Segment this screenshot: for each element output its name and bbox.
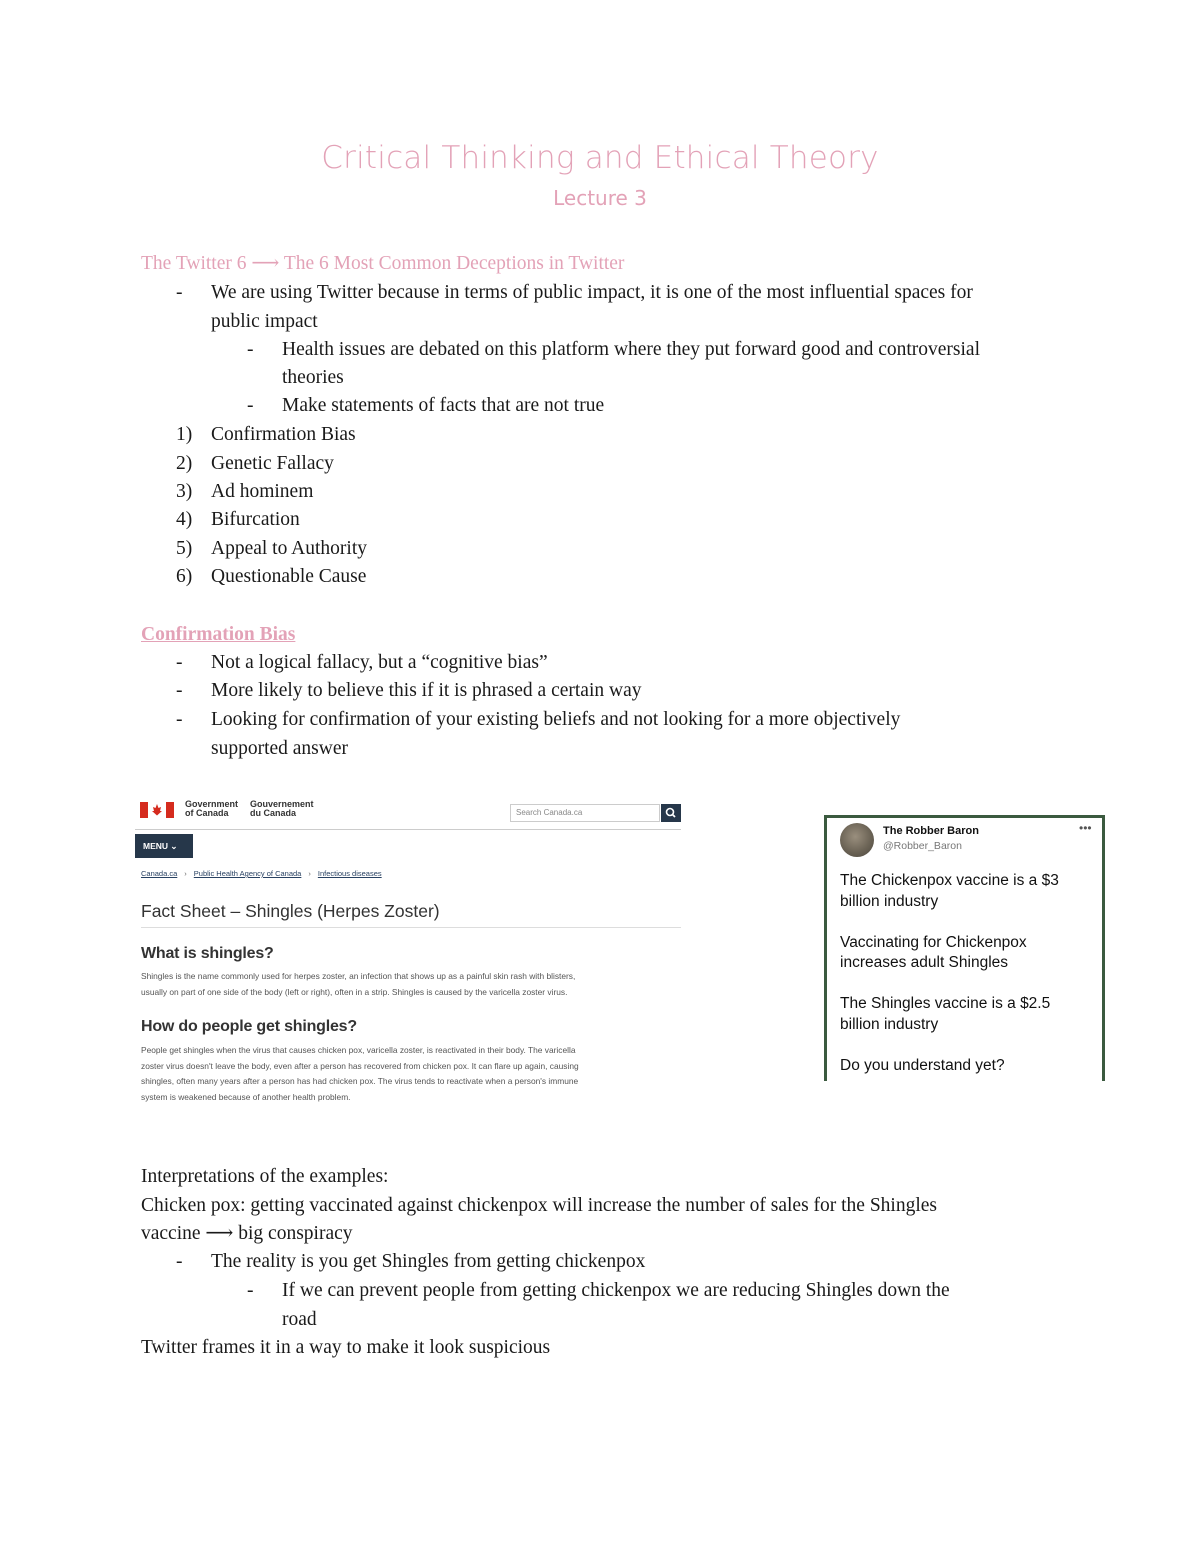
answer-text: usually on part of one side of the body (left or right), often in a strip. Shingles is caused by the varicella zoster virus. — [141, 987, 568, 997]
section-heading-confirmation-bias: Confirmation Bias — [141, 624, 296, 645]
bullet-text: We are using Twitter because in terms of public impact, it is one of the most influential spaces for — [211, 282, 973, 303]
breadcrumb-separator: › — [308, 869, 311, 878]
question-heading: How do people get shingles? — [141, 1018, 357, 1035]
list-item: Questionable Cause — [211, 566, 367, 587]
bullet-dash: - — [176, 709, 183, 730]
tweet-text-line: billion industry — [840, 1016, 939, 1033]
header-divider — [135, 829, 681, 830]
page-title: Critical Thinking and Ethical Theory — [321, 140, 879, 176]
bullet-dash: - — [176, 282, 183, 303]
sub-bullet-text: road — [282, 1309, 317, 1330]
tweet-screenshot — [824, 815, 1105, 1081]
gov-name-en-line2: of Canada — [185, 808, 229, 818]
canada-flag-icon — [140, 802, 174, 818]
list-item-number: 2) — [176, 453, 193, 474]
sub-bullet-text: theories — [282, 367, 344, 388]
answer-text: system is weakened because of another health problem. — [141, 1092, 351, 1102]
tweet-text-line: Do you understand yet? — [840, 1057, 1005, 1074]
breadcrumb-separator: › — [184, 869, 187, 878]
question-heading: What is shingles? — [141, 945, 274, 962]
bullet-text: supported answer — [211, 738, 349, 759]
tweet-text-line: The Shingles vaccine is a $2.5 — [840, 995, 1051, 1012]
answer-text: shingles, often many years after a person has had chicken pox. The virus tends to reactivate when a person's immune — [141, 1076, 579, 1086]
list-item: Appeal to Authority — [211, 538, 367, 559]
bullet-dash: - — [176, 1251, 183, 1272]
list-item-number: 4) — [176, 509, 193, 530]
sub-bullet-text: Health issues are debated on this platform where they put forward good and controversial — [282, 339, 980, 360]
search-button — [661, 804, 681, 822]
list-item: Ad hominem — [211, 481, 314, 502]
page-subtitle: Lecture 3 — [553, 186, 647, 210]
sub-bullet-dash: - — [247, 1280, 254, 1301]
sub-bullet-text: If we can prevent people from getting chickenpox we are reducing Shingles down the — [282, 1280, 950, 1301]
tweet-author-name: The Robber Baron — [883, 825, 979, 837]
answer-text: People get shingles when the virus that causes chicken pox, varicella zoster, is reactivated in their body. The varicella — [141, 1045, 576, 1055]
list-item-number: 3) — [176, 481, 193, 502]
tweet-text-line: Vaccinating for Chickenpox — [840, 934, 1027, 951]
list-item: Bifurcation — [211, 509, 300, 530]
gov-name-fr-line1: Gouvernement — [250, 799, 314, 809]
bullet-text: More likely to believe this if it is phrased a certain way — [211, 680, 642, 701]
sub-bullet-dash: - — [247, 395, 254, 416]
bullet-text: The reality is you get Shingles from getting chickenpox — [211, 1251, 646, 1272]
list-item-number: 5) — [176, 538, 193, 559]
breadcrumb-item: Infectious diseases — [317, 869, 382, 878]
breadcrumb-item: Canada.ca — [141, 869, 178, 878]
more-options-icon: ••• — [1079, 821, 1092, 835]
paragraph-text: Chicken pox: getting vaccinated against chickenpox will increase the number of sales for the Shingles — [141, 1195, 938, 1216]
title-divider — [141, 927, 681, 928]
breadcrumb-item: Public Health Agency of Canada — [193, 869, 302, 878]
bullet-dash: - — [176, 680, 183, 701]
sub-bullet-dash: - — [247, 339, 254, 360]
section-heading-twitter-6: The Twitter 6 ⟶ The 6 Most Common Deceptions in Twitter — [141, 253, 625, 274]
answer-text: Shingles is the name commonly used for herpes zoster, an infection that shows up as a painful skin rash with blisters, — [141, 971, 576, 981]
gov-canada-screenshot — [133, 795, 683, 1110]
bullet-text: Looking for confirmation of your existing beliefs and not looking for a more objectively — [211, 709, 901, 730]
gov-name-en-line1: Government — [185, 799, 239, 809]
bullet-text: public impact — [211, 311, 318, 332]
list-item: Confirmation Bias — [211, 424, 356, 445]
gov-name-fr-line2: du Canada — [250, 808, 297, 818]
bullet-text: Not a logical fallacy, but a “cognitive bias” — [211, 652, 548, 673]
search-icon — [661, 804, 681, 822]
search-input: Search Canada.ca — [510, 804, 660, 822]
fact-sheet-title: Fact Sheet – Shingles (Herpes Zoster) — [141, 901, 440, 921]
sub-bullet-text: Make statements of facts that are not true — [282, 395, 605, 416]
list-item: Genetic Fallacy — [211, 453, 334, 474]
list-item-number: 1) — [176, 424, 193, 445]
tweet-author-handle: @Robber_Baron — [883, 840, 962, 852]
gov-name-en — [185, 800, 238, 818]
list-item-number: 6) — [176, 566, 193, 587]
paragraph-text: vaccine ⟶ big conspiracy — [141, 1223, 353, 1244]
tweet-text-line: increases adult Shingles — [840, 954, 1009, 971]
avatar — [840, 823, 874, 857]
closing-text: Twitter frames it in a way to make it look suspicious — [141, 1337, 551, 1358]
breadcrumb — [141, 869, 382, 878]
interpretations-intro: Interpretations of the examples: — [141, 1166, 389, 1187]
bullet-dash: - — [176, 652, 183, 673]
menu-button: MENU ⌄ — [135, 834, 193, 858]
gov-name-fr — [250, 800, 314, 818]
answer-text: zoster virus doesn't leave the body, even after a person has recovered from chicken pox. It can flare up again, causing — [141, 1061, 579, 1071]
tweet-text-line: billion industry — [840, 893, 939, 910]
tweet-text-line: The Chickenpox vaccine is a $3 — [840, 872, 1059, 889]
